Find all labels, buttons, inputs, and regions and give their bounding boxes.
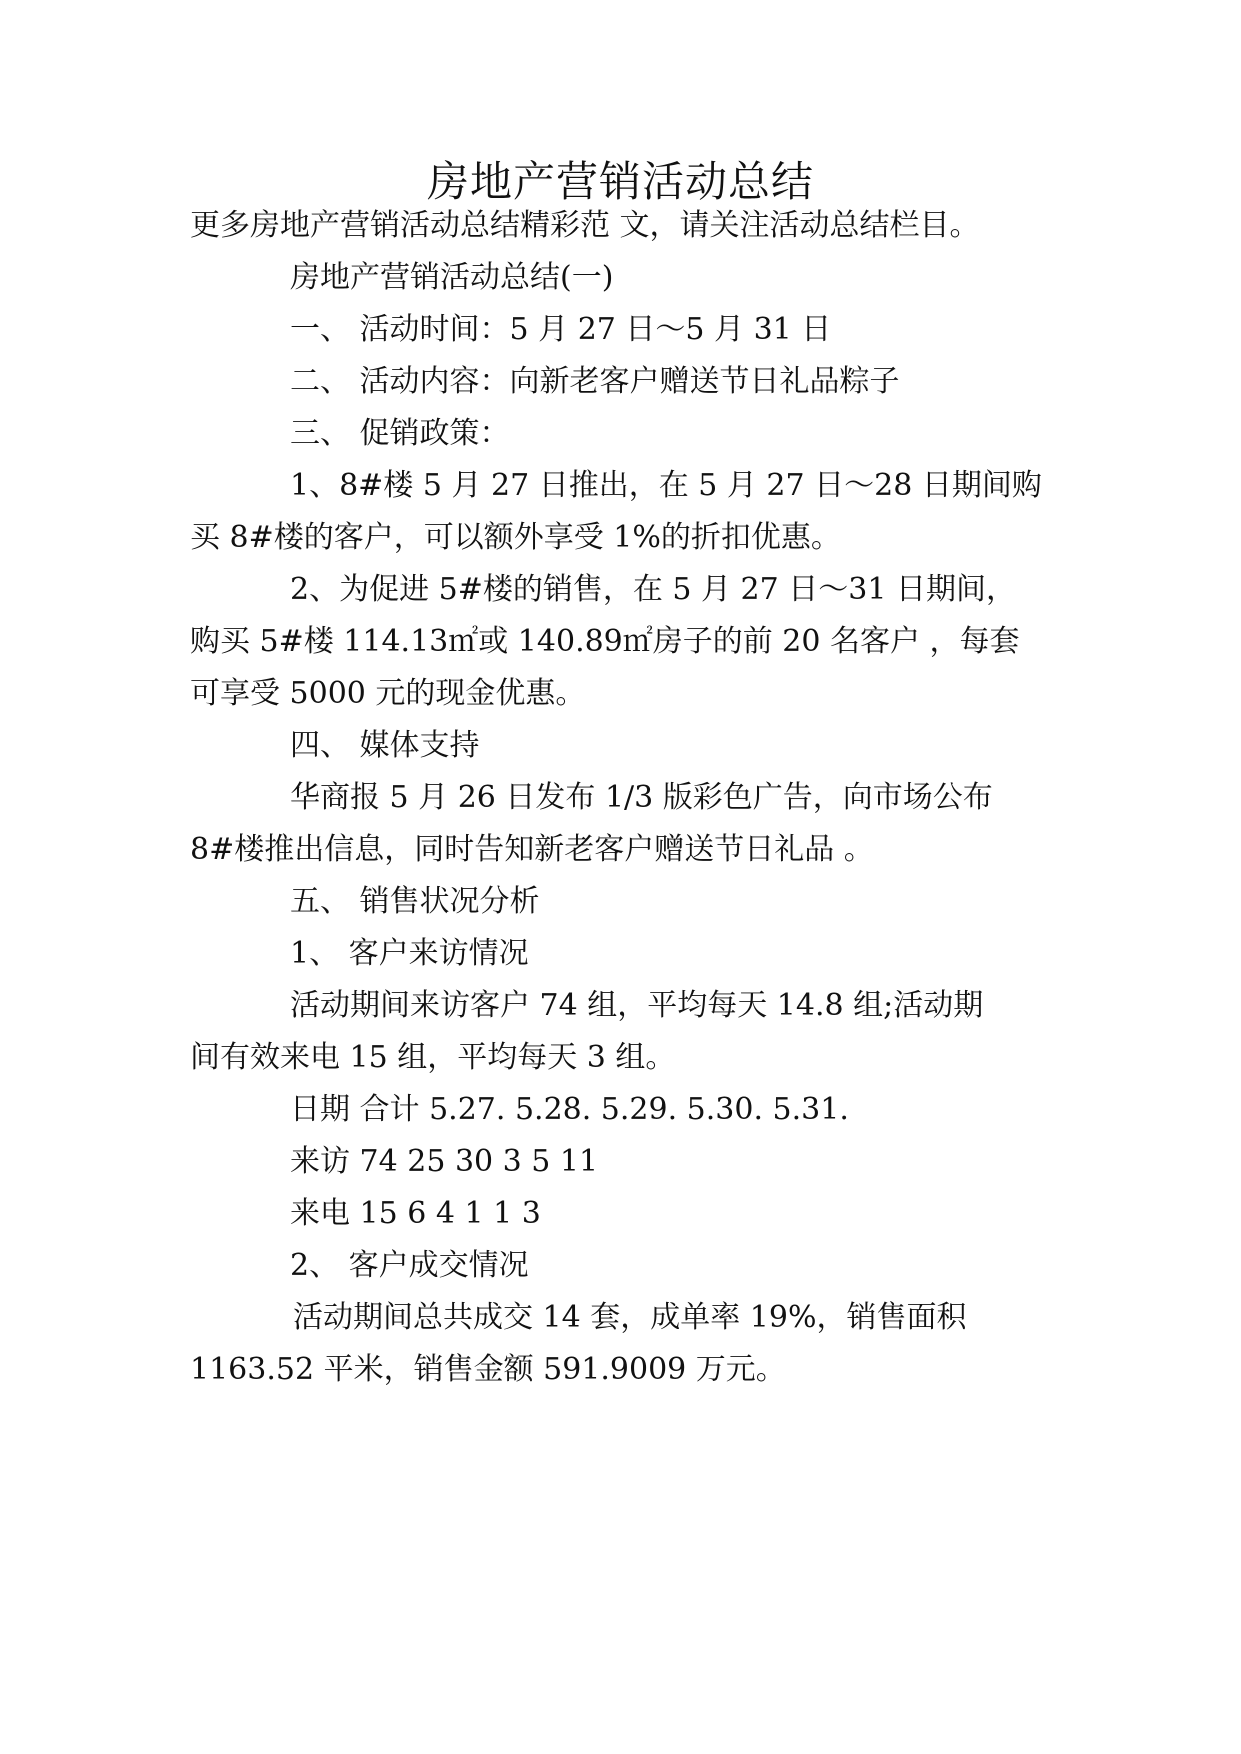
- intro-line: 更多房地产营销活动总结精彩范 文，请关注活动总结栏目。: [190, 208, 980, 243]
- table-visits-row: 来访 74 25 30 3 5 11: [290, 1144, 599, 1179]
- promotion-item-2: 2、为促进 5#楼的销售，在 5 月 27 日～31 日期间，: [290, 572, 1016, 607]
- deals-paragraph-cont: 1163.52 平米，销售金额 591.9009 万元。: [190, 1352, 786, 1387]
- deals-paragraph: 活动期间总共成交 14 套，成单率 19%，销售面积: [293, 1300, 967, 1335]
- visits-paragraph-cont: 间有效来电 15 组，平均每天 3 组。: [190, 1040, 676, 1075]
- sales-heading: 五、 销售状况分析: [290, 884, 540, 919]
- activity-content-line: 二、 活动内容：向新老客户赠送节日礼品粽子: [290, 364, 900, 399]
- document-title: 房地产营销活动总结: [426, 157, 814, 206]
- table-calls-row: 来电 15 6 4 1 1 3: [290, 1196, 541, 1231]
- media-paragraph-cont: 8#楼推出信息，同时告知新老客户赠送节日礼品 。: [190, 832, 874, 867]
- visits-subheading: 1、 客户来访情况: [290, 936, 529, 971]
- visits-paragraph: 活动期间来访客户 74 组，平均每天 14.8 组;活动期: [290, 988, 984, 1023]
- activity-time-line: 一、 活动时间：5 月 27 日～5 月 31 日: [290, 312, 832, 347]
- promotion-item-2-cont: 购买 5#楼 114.13㎡或 140.89㎡房子的前 20 名客户 ，每套: [190, 624, 1020, 659]
- promotion-item-1-cont: 买 8#楼的客户，可以额外享受 1%的折扣优惠。: [190, 520, 841, 555]
- section-heading: 房地产营销活动总结(一): [290, 260, 614, 295]
- promotion-item-2-end: 可享受 5000 元的现金优惠。: [190, 676, 586, 711]
- promotion-item-1: 1、8#楼 5 月 27 日推出，在 5 月 27 日～28 日期间购: [290, 468, 1042, 503]
- promotion-heading: 三、 促销政策：: [290, 416, 510, 451]
- table-header-row: 日期 合计 5.27. 5.28. 5.29. 5.30. 5.31.: [290, 1092, 849, 1127]
- media-heading: 四、 媒体支持: [290, 728, 480, 763]
- deals-subheading: 2、 客户成交情况: [290, 1248, 529, 1283]
- media-paragraph: 华商报 5 月 26 日发布 1/3 版彩色广告，向市场公布: [290, 780, 993, 815]
